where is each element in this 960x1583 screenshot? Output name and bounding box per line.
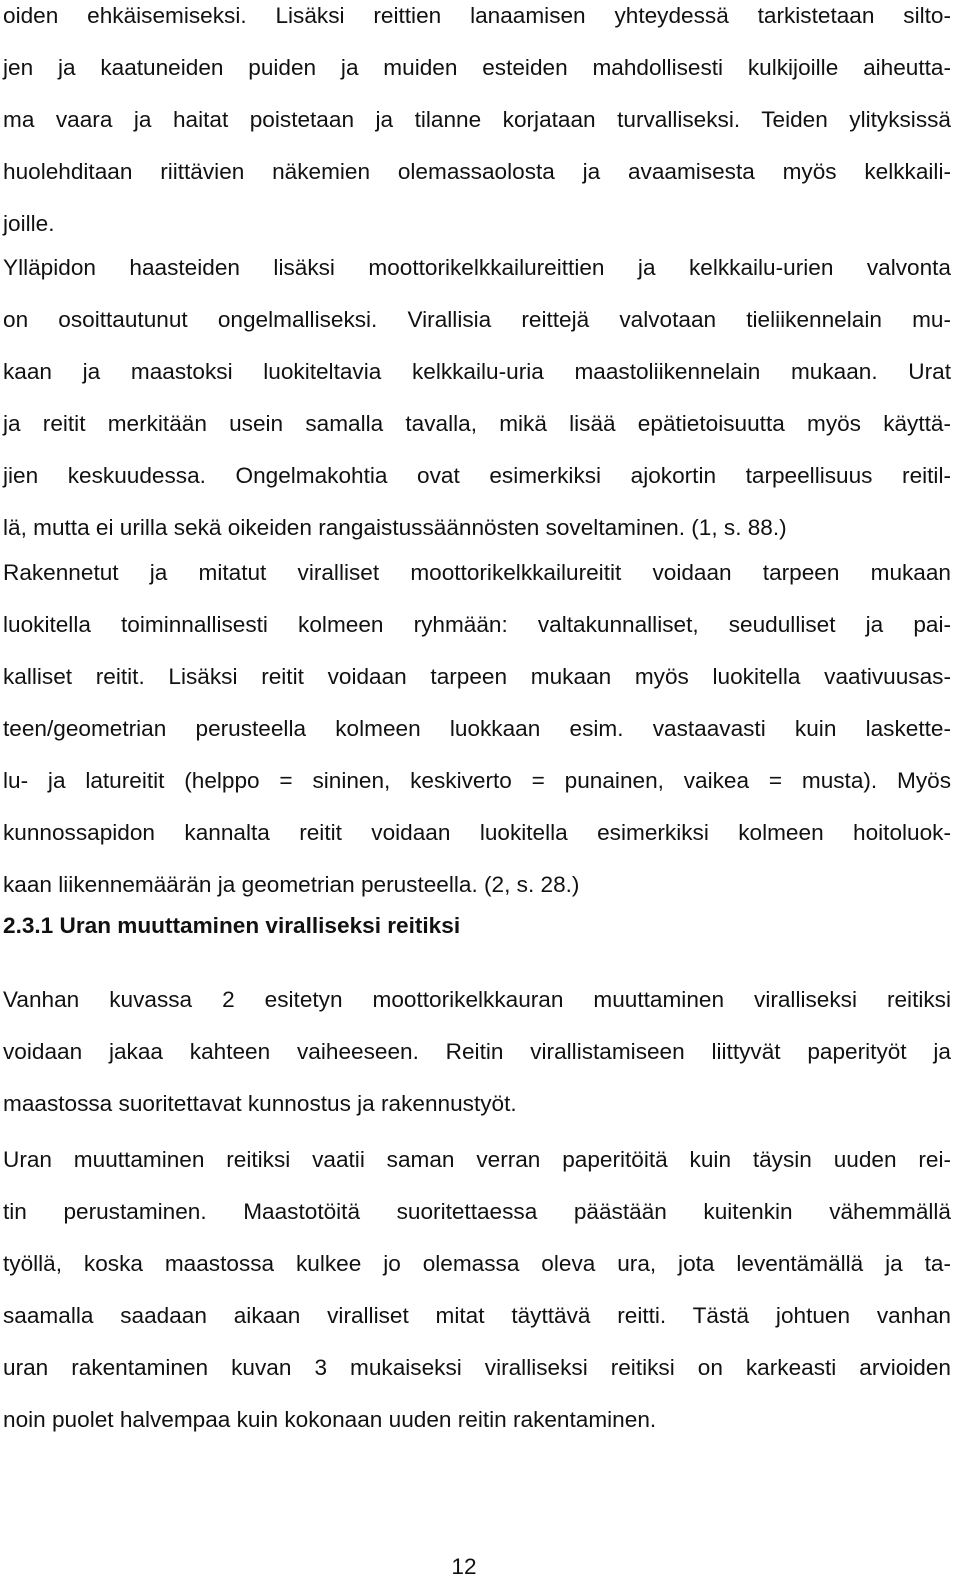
text-line: kaan liikennemäärän ja geometrian perusteella. (2, s. 28.): [3, 872, 580, 897]
text-line: uran rakentaminen kuvan 3 mukaiseksi viralliseksi reitiksi on karkeasti arvioiden: [3, 1355, 951, 1380]
paragraph-route-classification: [0, 547, 960, 911]
text-line: Uran muuttaminen reitiksi vaatii saman verran paperitöitä kuin täysin uuden rei-: [3, 1147, 951, 1172]
text-line: ja reitit merkitään usein samalla tavalla, mikä lisää epätietoisuutta myös käyttä-: [3, 411, 951, 436]
text-line: kunnossapidon kannalta reitit voidaan luokitella esimerkiksi kolmeen hoitoluok-: [3, 820, 951, 845]
text-line: Ylläpidon haasteiden lisäksi moottorikelkkailureittien ja kelkkailu-urien valvonta: [3, 255, 951, 280]
text-line: tin perustaminen. Maastotöitä suoritettaessa päästään kuitenkin vähemmällä: [3, 1199, 951, 1224]
text-line: luokitella toiminnallisesti kolmeen ryhmään: valtakunnalliset, seudulliset ja pai-: [3, 612, 951, 637]
text-line: saamalla saadaan aikaan viralliset mitat täyttävä reitti. Tästä johtuen vanhan: [3, 1303, 951, 1328]
text-line: ma vaara ja haitat poistetaan ja tilanne korjataan turvalliseksi. Teiden ylityksissä: [3, 107, 951, 132]
text-line: maastossa suoritettavat kunnostus ja rakennustyöt.: [3, 1091, 517, 1116]
section-heading: 2.3.1 Uran muuttaminen viralliseksi reitiksi: [3, 913, 461, 938]
paragraph-supervision: [0, 242, 960, 554]
text-line: jien keskuudessa. Ongelmakohtia ovat esimerkiksi ajokortin tarpeellisuus reitil-: [3, 463, 951, 488]
text-line: jen ja kaatuneiden puiden ja muiden esteiden mahdollisesti kulkijoille aiheutta-: [3, 55, 951, 80]
text-line: työllä, koska maastossa kulkee jo olemassa oleva ura, jota leventämällä ja ta-: [3, 1251, 951, 1276]
text-line: lä, mutta ei urilla sekä oikeiden rangaistussäännösten soveltaminen. (1, s. 88.): [3, 515, 787, 540]
text-line: Rakennetut ja mitatut viralliset moottorikelkkailureitit voidaan tarpeen mukaan: [3, 560, 951, 585]
text-line: huolehditaan riittävien näkemien olemassaolosta ja avaamisesta myös kelkkaili-: [3, 159, 951, 184]
text-line: kaan ja maastoksi luokiteltavia kelkkailu-uria maastoliikennelain mukaan. Urat: [3, 359, 951, 384]
paragraph-conversion-costs: [0, 1134, 960, 1446]
text-line: noin puolet halvempaa kuin kokonaan uuden reitin rakentaminen.: [3, 1407, 657, 1432]
text-line: voidaan jakaa kahteen vaiheeseen. Reitin virallistamiseen liittyvät paperityöt ja: [3, 1039, 951, 1064]
text-line: lu- ja latureitit (helppo = sininen, keskiverto = punainen, vaikea = musta). Myös: [3, 768, 951, 793]
page-number: 12: [451, 1554, 477, 1579]
text-line: on osoittautunut ongelmalliseksi. Virallisia reittejä valvotaan tieliikennelain mu-: [3, 307, 951, 332]
text-line: joille.: [3, 211, 55, 236]
text-line: kalliset reitit. Lisäksi reitit voidaan tarpeen mukaan myös luokitella vaativuusas-: [3, 664, 951, 689]
text-line: teen/geometrian perusteella kolmeen luokkaan esim. vastaavasti kuin laskette-: [3, 716, 951, 741]
paragraph-maintenance-tasks: [0, 0, 960, 250]
text-line: oiden ehkäisemiseksi. Lisäksi reittien lanaamisen yhteydessä tarkistetaan silto-: [3, 3, 951, 28]
paragraph-conversion-phases: [0, 974, 960, 1130]
text-line: Vanhan kuvassa 2 esitetyn moottorikelkkauran muuttaminen viralliseksi reitiksi: [3, 987, 951, 1012]
